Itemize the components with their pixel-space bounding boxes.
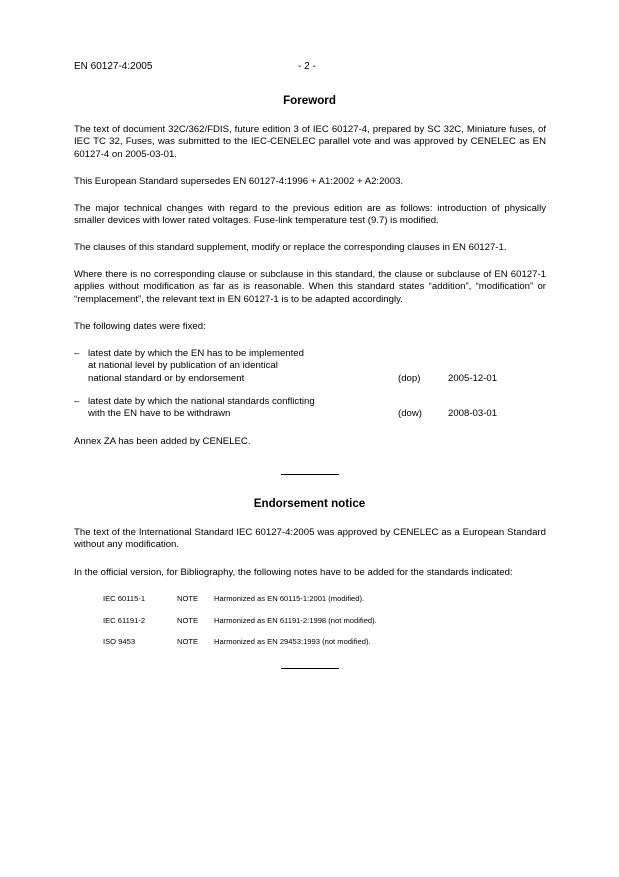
- section-divider: [281, 668, 339, 669]
- endorsement-heading: Endorsement notice: [253, 497, 366, 510]
- date-item-line: national standard or by endorsement: [88, 372, 245, 384]
- note-standard: IEC 61191-2: [103, 616, 146, 625]
- note-standard: ISO 9453: [103, 637, 136, 646]
- date-code: (dow): [398, 408, 422, 419]
- note-label: NOTE: [177, 594, 199, 603]
- date-value: 2008-03-01: [448, 408, 498, 419]
- note-standard: IEC 60115-1: [103, 594, 146, 603]
- bibliography-note-row: [0, 616, 619, 626]
- document-id: EN 60127-4:2005: [74, 61, 153, 72]
- note-label: NOTE: [177, 616, 199, 625]
- section-divider: [281, 474, 339, 475]
- foreword-paragraph-1: The text of document 32C/362/FDIS, future edition 3 of IEC 60127-4, prepared by SC 32C, Miniature fuses, of IEC TC 32, Fuses, was submitted to the IEC-CENELEC parallel vote and was approved by CENELEC as EN 60127-4 on 2005-03-01.: [74, 124, 546, 160]
- bibliography-note-row: [0, 594, 619, 604]
- foreword-paragraph-6: The following dates were fixed:: [74, 321, 206, 332]
- date-item-description: [88, 396, 388, 421]
- date-item-line: at national level by publication of an identical: [88, 360, 278, 372]
- list-dash: –: [74, 396, 80, 407]
- note-text: Harmonized as EN 29453:1993 (not modified).: [214, 637, 371, 646]
- bibliography-note-row: [0, 637, 619, 647]
- foreword-paragraph-3: The major technical changes with regard to the previous edition are as follows: introduction of physically smaller devices with lower rated voltages. Fuse-link temperature test (9.7) is modified.: [74, 203, 546, 227]
- foreword-paragraph-5: Where there is no corresponding clause or subclause in this standard, the clause or subclause of EN 60127-1 applies without modification as far as is reasonable. When this standard states “addition”, “modification” or “remplacement”, the relevant text in EN 60127-1 is to be adapted accordingly.: [74, 269, 546, 305]
- foreword-heading: Foreword: [283, 94, 336, 107]
- date-item-description: [88, 348, 388, 385]
- note-text: Harmonized as EN 61191-2:1998 (not modified).: [214, 616, 377, 625]
- page-number: - 2 -: [298, 61, 316, 72]
- date-item-line: latest date by which the national standards conflicting: [88, 396, 315, 407]
- date-value: 2005-12-01: [448, 373, 498, 384]
- list-dash: –: [74, 348, 80, 359]
- date-item-line: latest date by which the EN has to be implemented: [88, 348, 304, 359]
- foreword-paragraph-2: This European Standard supersedes EN 60127-4:1996 + A1:2002 + A2:2003.: [74, 176, 404, 187]
- endorsement-paragraph-1: The text of the International Standard IEC 60127-4:2005 was approved by CENELEC as a European Standard without any modification.: [74, 527, 546, 551]
- foreword-paragraph-4: The clauses of this standard supplement, modify or replace the corresponding clauses in EN 60127-1.: [74, 242, 507, 253]
- note-text: Harmonized as EN 60115-1:2001 (modified).: [214, 594, 365, 603]
- date-code: (dop): [398, 373, 421, 384]
- note-label: NOTE: [177, 637, 199, 646]
- endorsement-paragraph-2: In the official version, for Bibliography, the following notes have to be added for the standards indicated:: [74, 567, 513, 578]
- annex-note: Annex ZA has been added by CENELEC.: [74, 436, 251, 447]
- date-item-line: with the EN have to be withdrawn: [88, 408, 231, 420]
